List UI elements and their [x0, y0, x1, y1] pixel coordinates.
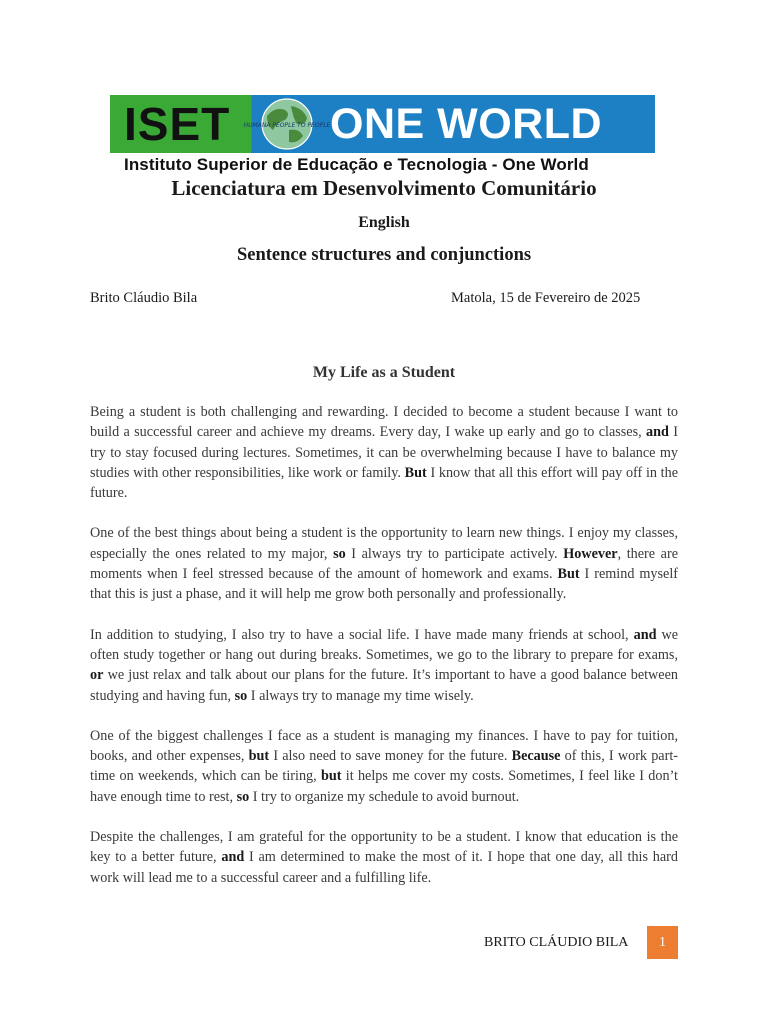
subject-title: English	[358, 214, 410, 231]
topic-title: Sentence structures and conjunctions	[236, 245, 532, 265]
essay-paragraph	[90, 726, 678, 807]
course-title: Licenciatura em Desenvolvimento Comunitário	[171, 176, 597, 200]
essay-title: My Life as a Student	[312, 364, 456, 381]
essay-body	[90, 402, 678, 908]
paragraph-text: I try to organize my schedule to avoid burnout.	[249, 788, 520, 805]
conjunction-highlight: and	[221, 849, 245, 866]
paragraph-text: I remind myself that this is just a phase, and it will help me grow both personally and professionally.	[90, 566, 678, 603]
paragraph-text: it helps me cover my costs. Sometimes, I feel like I don’t have enough time to rest,	[90, 768, 678, 805]
conjunction-highlight: but	[320, 768, 342, 785]
footer-author: BRITO CLÁUDIO BILA	[484, 935, 629, 950]
paragraph-text: One of the best things about being a student is the opportunity to learn new things. I enjoy my classes, especially the ones related to my major,	[90, 525, 678, 562]
paragraph-text: I always try to manage my time wisely.	[247, 687, 474, 704]
conjunction-highlight: so	[333, 545, 346, 562]
conjunction-highlight: so	[236, 788, 250, 805]
conjunction-highlight: However	[563, 545, 618, 562]
logo-iset-text: ISET	[124, 98, 231, 150]
conjunction-highlight: and	[633, 626, 657, 643]
paragraph-text: One of the biggest challenges I face as a student is managing my finances. I have to pay for tuition, books, and other expenses,	[90, 727, 678, 765]
paragraph-text: we just relax and talk about our plans for the future. It’s important to have a good balance between studying and having fun,	[90, 667, 678, 704]
essay-paragraph	[90, 523, 678, 604]
logo-oneworld-text: ONE WORLD	[330, 100, 603, 148]
conjunction-highlight: But	[404, 464, 427, 481]
essay-paragraph	[90, 827, 678, 888]
globe-text: HUMANA PEOPLE TO PEOPLE	[243, 122, 331, 129]
conjunction-highlight: and	[646, 424, 669, 441]
paragraph-text: I also need to save money for the future.	[269, 748, 512, 765]
paragraph-text: of this, I work part-time on weekends, which can be tiring,	[90, 748, 678, 785]
paragraph-text: I am determined to make the most of it. I hope that one day, all this hard work will lead me to a successful career and a fulfilling life.	[90, 849, 678, 886]
paragraph-text: Despite the challenges, I am grateful for the opportunity to be a student. I know that education is the key to a better future,	[90, 829, 678, 866]
place-date: Matola, 15 de Fevereiro de 2025	[451, 290, 641, 306]
conjunction-highlight: But	[557, 566, 580, 583]
essay-paragraph	[90, 402, 678, 503]
paragraph-text: I know that all this effort will pay off in the future.	[90, 464, 678, 502]
paragraph-text: I try to stay focused during lectures. Sometimes, it can be overwhelming because I have to balance my studies with other responsibilities, like work or family.	[90, 424, 678, 481]
paragraph-text: Being a student is both challenging and rewarding. I decided to become a student because I want to build a successful career and achieve my dreams. Every day, I wake up early and go to classes,	[90, 404, 678, 441]
page-number: 1	[647, 926, 678, 959]
institution-logo	[110, 95, 655, 175]
conjunction-highlight: or	[90, 667, 104, 684]
institution-name: Instituto Superior de Educação e Tecnologia - One World	[124, 155, 589, 174]
paragraph-text: I always try to participate actively.	[345, 545, 564, 562]
conjunction-highlight: but	[248, 748, 270, 765]
paragraph-text: we often study together or hang out during breaks. Sometimes, we go to the library to prepare for exams,	[90, 626, 679, 663]
paragraph-text: In addition to studying, I also try to have a social life. I have made many friends at school,	[90, 626, 634, 643]
essay-paragraph	[90, 625, 678, 706]
conjunction-highlight: so	[234, 687, 248, 704]
conjunction-highlight: Because	[511, 748, 561, 765]
globe-icon	[243, 96, 331, 152]
author-name: Brito Cláudio Bila	[90, 290, 198, 306]
paragraph-text: , there are moments when I feel stressed because of the amount of homework and exams.	[90, 545, 678, 583]
